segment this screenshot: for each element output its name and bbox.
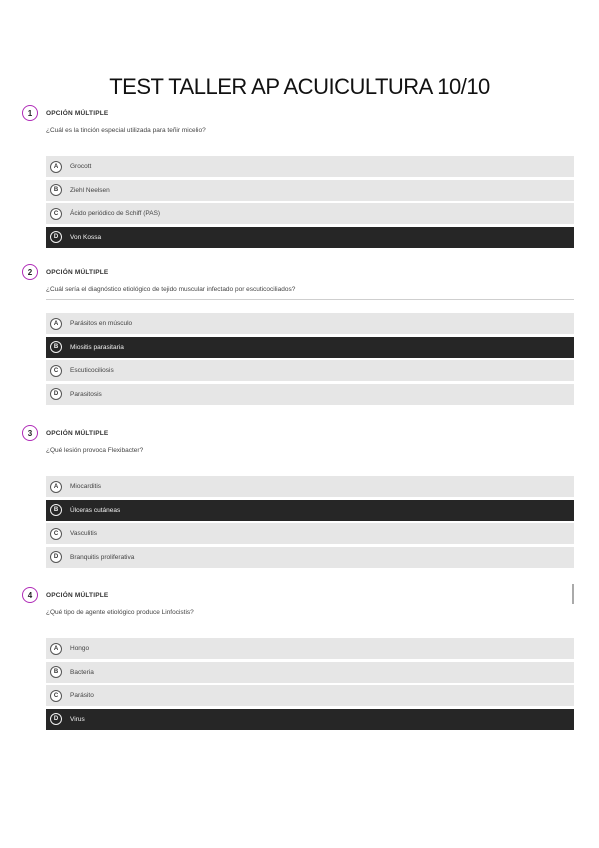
option-label: Parásito	[70, 692, 94, 699]
option-letter-badge: B	[50, 666, 62, 678]
option-letter-badge: D	[50, 388, 62, 400]
option-letter-badge: C	[50, 528, 62, 540]
option-label: Grocott	[70, 163, 92, 170]
question-1	[22, 104, 574, 250]
question-header	[22, 586, 574, 604]
option-letter-badge: C	[50, 208, 62, 220]
option-label: Miocarditis	[70, 483, 102, 490]
option-b[interactable]	[46, 662, 574, 683]
option-label: Hongo	[70, 645, 90, 652]
option-b-selected[interactable]	[46, 500, 574, 521]
divider	[46, 299, 574, 300]
option-letter-badge: A	[50, 318, 62, 330]
options-list	[46, 638, 574, 730]
option-letter-badge: A	[50, 161, 62, 173]
option-c[interactable]	[46, 203, 574, 224]
option-letter-badge: D	[50, 231, 62, 243]
options-list	[46, 156, 574, 248]
question-type: OPCIÓN MÚLTIPLE	[46, 109, 109, 117]
option-label: Miositis parasitaria	[70, 343, 124, 351]
option-label: Ziehl Neelsen	[70, 186, 110, 194]
option-label: Escuticociliosis	[70, 367, 114, 374]
option-letter-badge: D	[50, 713, 62, 725]
option-a[interactable]	[46, 476, 574, 497]
option-letter-badge: B	[50, 504, 62, 516]
option-label: Parasitosis	[70, 390, 102, 398]
question-header	[22, 263, 574, 281]
page-title: TEST TALLER AP ACUICULTURA 10/10	[109, 74, 490, 99]
option-label: Ácido periódico de Schiff (PAS)	[70, 210, 161, 217]
option-c[interactable]	[46, 523, 574, 544]
option-a[interactable]	[46, 156, 574, 177]
options-list	[46, 313, 574, 405]
question-text: ¿Cuál sería el diagnóstico etiológico de tejido muscular infectado por escuticociliados?	[46, 286, 296, 293]
option-label: Vasculitis	[70, 530, 97, 537]
option-letter-badge: D	[50, 551, 62, 563]
option-label: Úlceras cutáneas	[70, 506, 121, 514]
option-b[interactable]	[46, 180, 574, 201]
option-letter-badge: C	[50, 365, 62, 377]
question-type: OPCIÓN MÚLTIPLE	[46, 591, 109, 599]
options-list	[46, 476, 574, 568]
option-a[interactable]	[46, 313, 574, 334]
question-text: ¿Qué lesión provoca Flexibacter?	[46, 447, 144, 454]
option-c[interactable]	[46, 360, 574, 381]
question-number-badge: 1	[22, 105, 38, 121]
question-text: ¿Cuál es la tinción especial utilizada para teñir micelio?	[46, 127, 206, 134]
option-letter-badge: A	[50, 481, 62, 493]
question-3	[22, 424, 574, 570]
option-letter-badge: B	[50, 184, 62, 196]
question-number-badge: 4	[22, 587, 38, 603]
question-number-badge: 3	[22, 425, 38, 441]
option-letter-badge: A	[50, 643, 62, 655]
option-d[interactable]	[46, 384, 574, 405]
option-letter-badge: B	[50, 341, 62, 353]
option-c[interactable]	[46, 685, 574, 706]
option-d[interactable]	[46, 547, 574, 568]
question-2	[22, 263, 574, 407]
option-label: Virus	[70, 715, 85, 723]
question-4	[22, 586, 574, 732]
option-letter-badge: C	[50, 690, 62, 702]
option-label: Bacteria	[70, 668, 94, 676]
scrollbar[interactable]	[572, 584, 574, 604]
question-type: OPCIÓN MÚLTIPLE	[46, 268, 109, 276]
option-label: Von Kossa	[70, 233, 102, 241]
question-header	[22, 424, 574, 442]
question-header	[22, 104, 574, 122]
question-number-badge: 2	[22, 264, 38, 280]
option-d-selected[interactable]	[46, 709, 574, 730]
option-label: Parásitos en músculo	[70, 320, 133, 327]
option-label: Branquitis proliferativa	[70, 553, 135, 561]
option-a[interactable]	[46, 638, 574, 659]
option-d-selected[interactable]	[46, 227, 574, 248]
option-b-selected[interactable]	[46, 337, 574, 358]
question-type: OPCIÓN MÚLTIPLE	[46, 429, 109, 437]
question-text: ¿Qué tipo de agente etiológico produce Linfocistis?	[46, 609, 194, 616]
